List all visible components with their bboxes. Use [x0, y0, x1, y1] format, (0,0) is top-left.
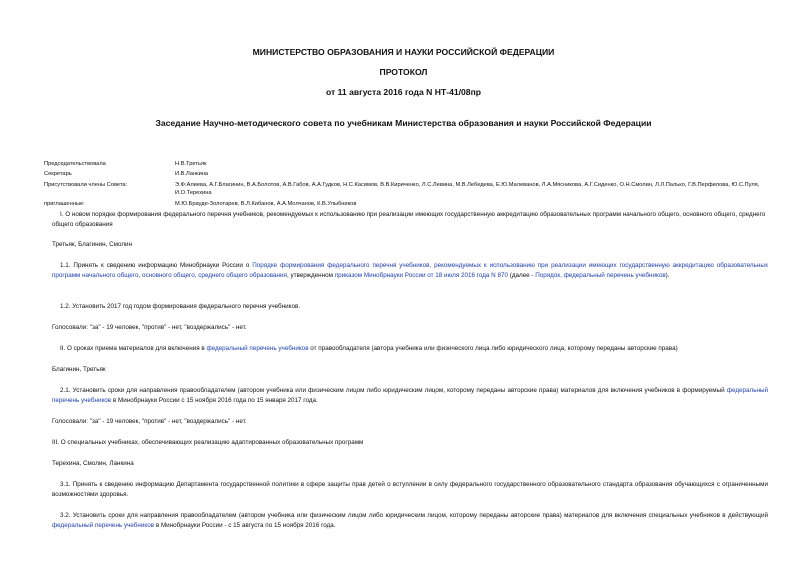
invited-label: приглашенные: — [44, 201, 85, 207]
chair-label: Председательствовала — [44, 161, 106, 167]
chair-value: Н.В.Третьяк — [175, 161, 207, 167]
section-1-title: I. О новом порядке формирования федерального перечня учебников, рекомендуемых к использованию при реализации имеющих государственную аккредитацию образовательных программ начального общего, основного общего, среднего общего образования — [52, 211, 766, 228]
section-3-speakers: Терехина, Смолин, Ланкина — [52, 460, 134, 467]
paragraph-2-1: 2.1. Установить сроки для направления правообладателем (автором учебника или физическим лицом либо юридическим лицом, которому переданы авторские права) материалов для включения учебников в формируемый федеральный перечень учебников в Минобрнауки России с 15 ноября 2016 года по 15 января 2017 года. — [52, 387, 768, 404]
members-value: Э.Ф.Алиева, А.Г.Благинин, В.А.Болотов, А.В.Габов, А.А.Гудков, Н.С.Касимов, В.В.Кириченко, Л.С.Левина, М.В.Лебедева, Е.Ю.Малеванов, Л.А.Мясникова, А.Г.Сиденко, О.Н.Смолин, Л.Л.Палько, Г.В.Перфилова, Ю.С.Пуля, И.О.Терехина — [175, 182, 760, 196]
ministry-title: МИНИСТЕРСТВО ОБРАЗОВАНИЯ И НАУКИ РОССИЙСКОЙ ФЕДЕРАЦИИ — [252, 47, 555, 57]
meeting-title: Заседание Научно-методического совета по учебникам Министерства образования и науки Российской Федерации — [155, 118, 652, 128]
federal-list-link-1[interactable]: федеральный перечень учебников — [206, 345, 309, 352]
ministry-order-link[interactable]: приказом Минобрнауки России от 18 июля 2016 года N 870 — [334, 272, 508, 279]
paragraph-3-1: 3.1. Принять к сведению информацию Департамента государственной политики в сфере защиты прав детей о вступлении в силу федерального государственного образовательного стандарта образования обучающихся с ограниченными возможностями здоровья. — [52, 481, 768, 498]
federal-list-link-3[interactable]: федеральный перечень учебников — [52, 522, 155, 529]
procedure-list-link[interactable]: Порядок, федеральный перечень учебников — [535, 272, 666, 279]
section-1-speakers: Третьяк, Благинин, Смолин — [52, 241, 133, 248]
members-label: Присутствовали члены Совета: — [44, 182, 128, 188]
vote-result-1: Голосовали: "за" - 19 человек, "против" - нет, "воздержались" - нет. — [52, 324, 247, 331]
paragraph-1-2: 1.2. Установить 2017 год годом формирования федерального перечня учебников. — [60, 303, 301, 310]
protocol-date-number: от 11 августа 2016 года N НТ-41/08пр — [325, 87, 482, 97]
paragraph-3-2: 3.2. Установить сроки для направления правообладателем (автором учебника или физическим лицом либо юридическим лицом, которому переданы авторские права) материалов для включения специальных учебников в действующий федеральный перечень учебников в Минобрнауки России - с 15 августа по 15 ноября 2016 года. — [52, 512, 768, 529]
invited-value: М.Ю.Брауде-Золотарев, В.Л.Кибанов, А.А.Молчанов, К.В.Улыбников — [175, 201, 357, 207]
paragraph-1-1: 1.1. Принять к сведению информацию Минобрнауки России о Порядке формирования федерального перечня учебников, рекомендуемых к использованию при реализации имеющих государственную аккредитацию образовательных программ начального общего, основного общего, среднего общего образования, утвержденном приказом Минобрнауки России от 18 июля 2016 года N 870 (далее - Порядок, федеральный перечень учебников). — [52, 262, 768, 279]
section-2-title: II. О сроках приема материалов для включения в федеральный перечень учебников от правообладателя (автора учебника или физического лица либо юридического лица, которому переданы авторские права) — [60, 345, 678, 352]
federal-list-link-2[interactable]: федеральный перечень учебников — [52, 387, 768, 404]
section-2-speakers: Благинин, Третьяк — [52, 366, 106, 373]
order-procedure-link[interactable]: Порядке формирования федерального перечня учебников, рекомендуемых к использованию при реализации имеющих государственную аккредитацию образовательных программ начального общего, основного общего, среднего общего образования — [52, 262, 768, 279]
secretary-value: И.В.Ланкина — [175, 171, 209, 177]
section-3-title: III. О специальных учебниках, обеспечивающих реализацию адаптированных образовательных программ — [52, 439, 364, 446]
document-type: ПРОТОКОЛ — [379, 67, 428, 77]
secretary-label: Секретарь — [44, 171, 72, 177]
vote-result-2: Голосовали: "за" - 19 человек, "против" - нет, "воздержались" - нет. — [52, 418, 247, 425]
